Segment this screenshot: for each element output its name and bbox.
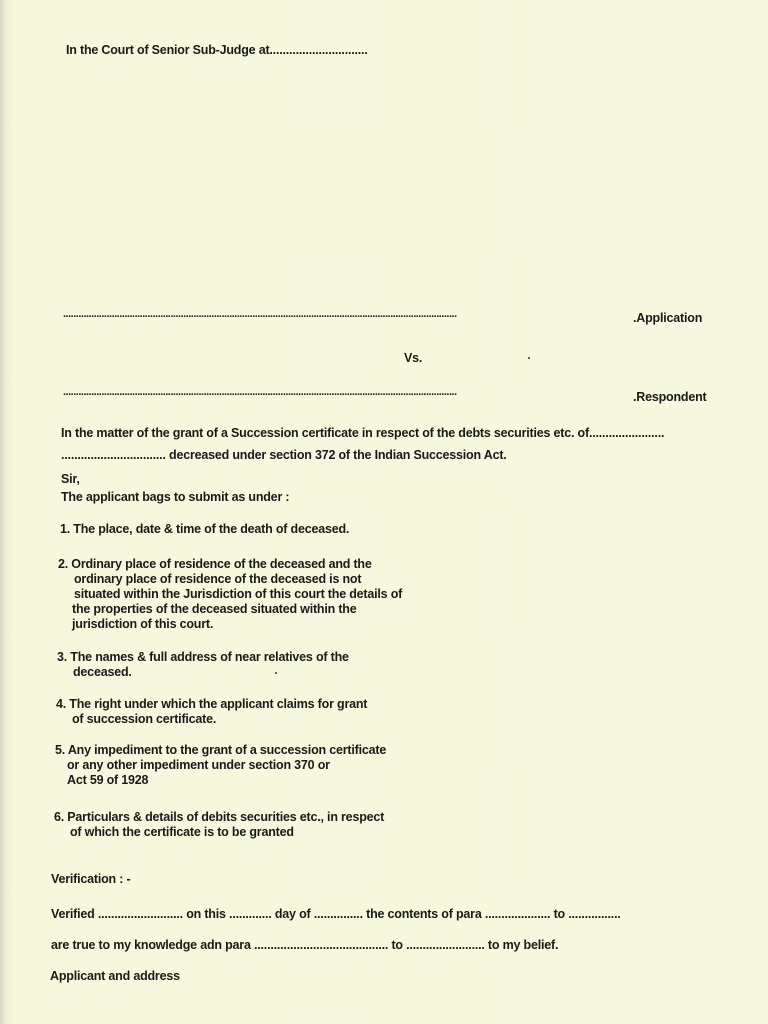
applicant-dotted-line: .......................................................................................................................................................... [63, 308, 457, 320]
list-item [55, 743, 386, 788]
item-5-line-1: 5. Any impediment to the grant of a succession certificate [55, 743, 387, 757]
list-item [60, 522, 349, 537]
item-5-line-2: or any other impediment under section 370 or [67, 758, 330, 772]
matter-line-1: In the matter of the grant of a Succession certificate in respect of the debts securities etc. of....................... [61, 426, 665, 440]
item-3-line-2: deceased. [73, 665, 132, 679]
verification-line-2: are true to my knowledge adn para ......................................... to ........................ to my belief. [51, 938, 559, 952]
item-6-line-2: of which the certificate is to be granted [70, 825, 294, 839]
item-2-line-2: ordinary place of residence of the deceased is not [74, 572, 362, 586]
item-6-line-1: 6. Particulars & details of debits securities etc., in respect [54, 810, 385, 824]
item-2-line-1: 2. Ordinary place of residence of the deceased and the [58, 557, 372, 571]
applicant-address-label: Applicant and address [50, 969, 180, 983]
respondent-dotted-line: .......................................................................................................................................................... [63, 386, 457, 398]
list-item [56, 697, 367, 727]
item-3-line-1: 3. The names & full address of near relatives of the [57, 650, 349, 664]
verification-heading: Verification : - [51, 872, 131, 886]
verification-line-1: Verified .......................... on this ............. day of ............... the contents of para .................... to ................ [51, 907, 621, 921]
versus-label: Vs. [404, 351, 423, 365]
item-2-line-4: the properties of the deceased situated within the [72, 602, 357, 616]
item-4-line-2: of succession certificate. [72, 712, 217, 726]
respondent-label: .Respondent [633, 390, 707, 404]
list-item [57, 650, 349, 680]
item-5-line-3: Act 59 of 1928 [67, 773, 149, 787]
speck [528, 357, 530, 359]
court-line: In the Court of Senior Sub-Judge at.............................. [66, 43, 368, 57]
intro-text: The applicant bags to submit as under : [61, 490, 290, 504]
item-2-line-3: situated within the Jurisdiction of this court the details of [74, 587, 403, 601]
item-2-line-5: jurisdiction of this court. [72, 617, 214, 631]
speck [275, 672, 277, 674]
item-1-line-1: 1. The place, date & time of the death of deceased. [60, 522, 350, 536]
list-item [58, 557, 402, 632]
item-4-line-1: 4. The right under which the applicant claims for grant [56, 697, 368, 711]
matter-line-2: ................................ decreased under section 372 of the Indian Succession Act. [61, 448, 507, 462]
salutation: Sir, [61, 472, 80, 486]
applicant-label: .Application [633, 311, 703, 325]
list-item [54, 810, 384, 840]
